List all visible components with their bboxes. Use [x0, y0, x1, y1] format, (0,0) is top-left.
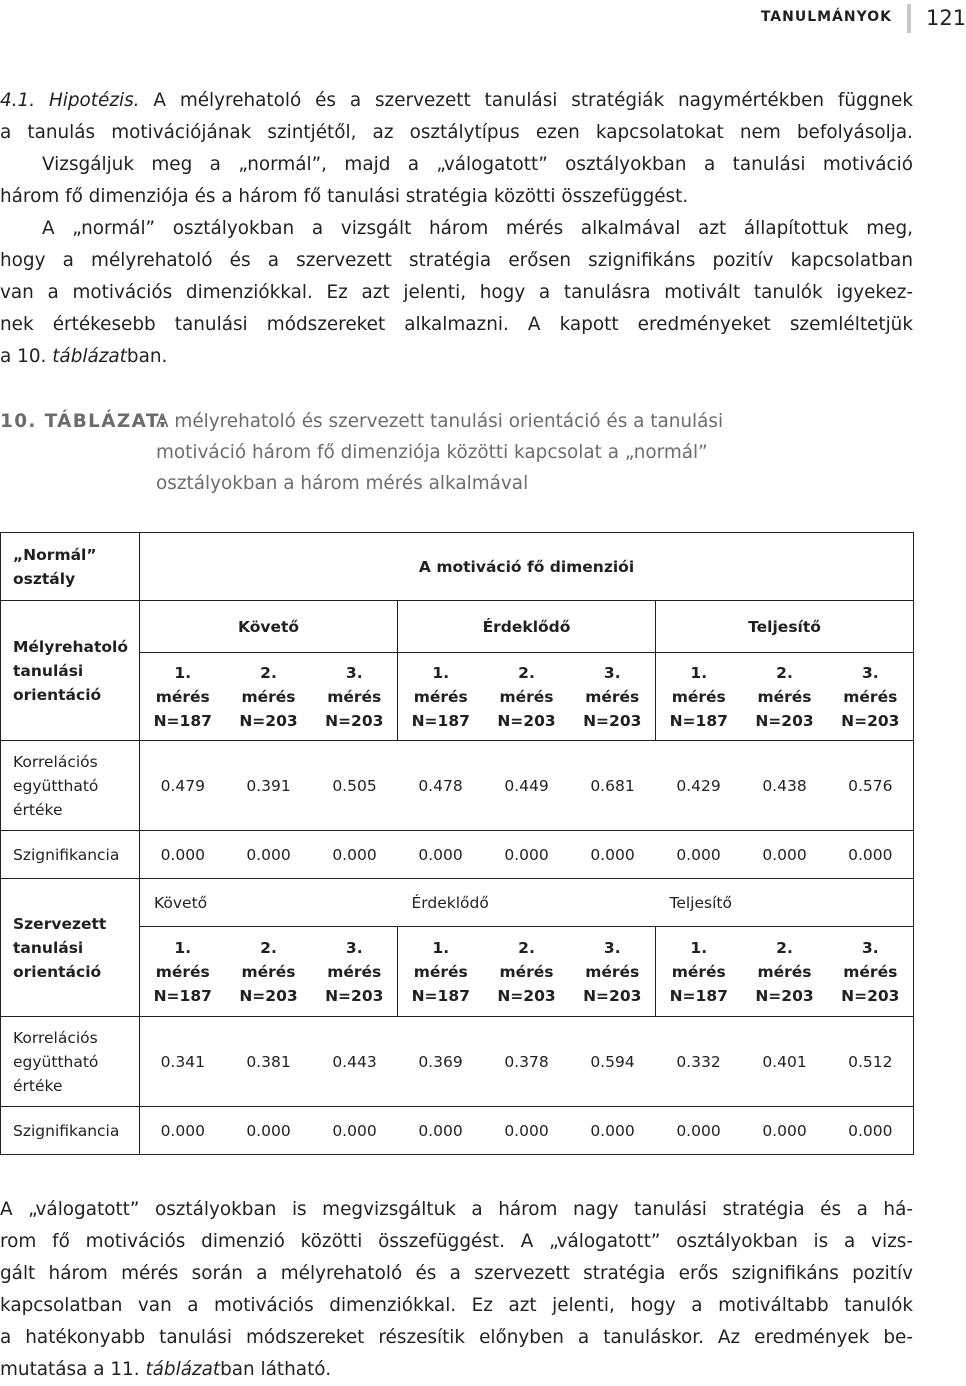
- group-teljesito: Teljesítő: [656, 879, 914, 927]
- page-number: 121: [926, 6, 966, 30]
- orientation-label: Mélyrehatoló tanulási orientáció: [1, 601, 140, 741]
- header-divider: [907, 4, 911, 33]
- correlation-value: 0.681: [570, 741, 656, 831]
- caption-line: A mélyrehatoló és szervezett tanulási orientáció és a tanulási: [156, 411, 724, 432]
- orientation-label: Szervezett tanulási orientáció: [1, 879, 140, 1017]
- correlation-value: 0.512: [828, 1017, 914, 1107]
- significance-value: 0.000: [570, 831, 656, 879]
- correlation-row: [1, 741, 914, 831]
- correlation-value: 0.505: [312, 741, 398, 831]
- measurement-cell: 1. mérés N=187: [656, 927, 742, 1017]
- measurement-cell: 2. mérés N=203: [226, 653, 312, 741]
- significance-value: 0.000: [140, 831, 226, 879]
- measurement-cell: 2. mérés N=203: [226, 927, 312, 1017]
- significance-value: 0.000: [570, 1107, 656, 1155]
- section-title: TANULMÁNYOK: [760, 9, 892, 25]
- significance-value: 0.000: [742, 831, 828, 879]
- group-kovet: Követő: [140, 879, 398, 927]
- significance-value: 0.000: [742, 1107, 828, 1155]
- text-line: A „válogatott” osztályokban is megvizsgáltuk a három nagy tanulási stratégia és a há-: [0, 1199, 913, 1220]
- correlation-value: 0.438: [742, 741, 828, 831]
- correlation-value: 0.479: [140, 741, 226, 831]
- correlation-value: 0.341: [140, 1017, 226, 1107]
- correlation-value: 0.429: [656, 741, 742, 831]
- correlation-value: 0.332: [656, 1017, 742, 1107]
- significance-row: [1, 831, 914, 879]
- caption-line: motiváció három fő dimenziója közötti kapcsolat a „normál”: [156, 442, 708, 463]
- significance-value: 0.000: [484, 1107, 570, 1155]
- text-line: gált három mérés során a mélyrehatoló és a szervezett stratégia erős szignifikáns pozitív: [0, 1263, 913, 1284]
- group-header-row: [1, 601, 914, 653]
- correlation-value: 0.381: [226, 1017, 312, 1107]
- outro-paragraph: [0, 1194, 913, 1386]
- text-line: kapcsolatban van a motivációs dimenziókkal. Ez azt jelenti, hogy a motiváltabb tanulók: [0, 1295, 913, 1316]
- measurement-cell: 2. mérés N=203: [742, 927, 828, 1017]
- running-head: [0, 0, 966, 40]
- significance-value: 0.000: [828, 831, 914, 879]
- correlation-value: 0.594: [570, 1017, 656, 1107]
- dimensions-header: A motiváció fő dimenziói: [140, 533, 914, 601]
- correlation-table: [0, 532, 914, 1155]
- significance-value: 0.000: [398, 1107, 484, 1155]
- correlation-value: 0.401: [742, 1017, 828, 1107]
- correlation-value: 0.576: [828, 741, 914, 831]
- group-header-row: [1, 879, 914, 927]
- measurement-cell: 1. mérés N=187: [656, 653, 742, 741]
- measurement-cell: 3. mérés N=203: [828, 927, 914, 1017]
- significance-value: 0.000: [484, 831, 570, 879]
- text-line: Vizsgáljuk meg a „normál”, majd a „válogatott” osztályokban a tanulási motiváció: [42, 154, 913, 175]
- group-erdeklodo: Érdeklődő: [398, 879, 656, 927]
- group-kovet: Követő: [140, 601, 398, 653]
- correlation-value: 0.378: [484, 1017, 570, 1107]
- text-line: hogy a mélyrehatoló és a szervezett stratégia erősen szignifikáns pozitív kapcsolatban: [0, 250, 913, 271]
- significance-row: [1, 1107, 914, 1155]
- significance-value: 0.000: [140, 1107, 226, 1155]
- correlation-label: Korrelációs együttható értéke: [1, 1017, 140, 1107]
- significance-value: 0.000: [226, 1107, 312, 1155]
- correlation-value: 0.369: [398, 1017, 484, 1107]
- caption-line: osztályokban a három mérés alkalmával: [156, 473, 529, 494]
- significance-value: 0.000: [656, 831, 742, 879]
- measurement-cell: 2. mérés N=203: [484, 653, 570, 741]
- text-line: három fő dimenziója és a három fő tanulási stratégia közötti összefüggést.: [0, 186, 689, 207]
- correlation-value: 0.478: [398, 741, 484, 831]
- significance-value: 0.000: [398, 831, 484, 879]
- correlation-value: 0.449: [484, 741, 570, 831]
- measurement-cell: 3. mérés N=203: [570, 927, 656, 1017]
- measurement-cell: 3. mérés N=203: [570, 653, 656, 741]
- class-label-cell: „Normál” osztály: [1, 533, 140, 601]
- text-line: a tanulás motivációjának szintjétől, az osztálytípus ezen kapcsolatokat nem befolyásolja.: [0, 122, 913, 143]
- correlation-value: 0.391: [226, 741, 312, 831]
- text-line: nek értékesebb tanulási módszereket alkalmazni. A kapott eredményeket szemléltetjük: [0, 314, 913, 335]
- measurement-cell: 1. mérés N=187: [398, 927, 484, 1017]
- text-line: rom fő motivációs dimenzió közötti összefüggést. A „válogatott” osztályokban is a vizs-: [0, 1231, 913, 1252]
- measurement-cell: 1. mérés N=187: [140, 927, 226, 1017]
- text-line: 4.1. Hipotézis. A mélyrehatoló és a szervezett tanulási stratégiák nagymértékben függnek: [0, 90, 913, 111]
- significance-label: Szignifikancia: [1, 1107, 140, 1155]
- text-line: van a motivációs dimenziókkal. Ez azt jelenti, hogy a tanulásra motivált tanulók igyekez-: [0, 282, 913, 303]
- correlation-row: [1, 1017, 914, 1107]
- measurement-cell: 3. mérés N=203: [312, 927, 398, 1017]
- measurement-cell: 1. mérés N=187: [140, 653, 226, 741]
- measurement-cell: 1. mérés N=187: [398, 653, 484, 741]
- significance-value: 0.000: [226, 831, 312, 879]
- hypothesis-label: 4.1. Hipotézis.: [0, 90, 140, 111]
- text-line: A „normál” osztályokban a vizsgált három mérés alkalmával azt állapítottuk meg,: [42, 218, 913, 239]
- significance-value: 0.000: [312, 1107, 398, 1155]
- measurement-cell: 2. mérés N=203: [484, 927, 570, 1017]
- table-header-row: [1, 533, 914, 601]
- text-line: mutatása a 11. táblázatban látható.: [0, 1359, 332, 1380]
- group-erdeklodo: Érdeklődő: [398, 601, 656, 653]
- caption-label: 10. TÁBLÁZAT:: [0, 411, 168, 432]
- significance-value: 0.000: [656, 1107, 742, 1155]
- correlation-value: 0.443: [312, 1017, 398, 1107]
- measurement-cell: 3. mérés N=203: [312, 653, 398, 741]
- correlation-label: Korrelációs együttható értéke: [1, 741, 140, 831]
- significance-value: 0.000: [312, 831, 398, 879]
- text-line: a hatékonyabb tanulási módszereket részesítik előnyben a tanuláskor. Az eredmények be-: [0, 1327, 913, 1348]
- significance-value: 0.000: [828, 1107, 914, 1155]
- text-line: a 10. táblázatban.: [0, 346, 168, 367]
- significance-label: Szignifikancia: [1, 831, 140, 879]
- measurement-cell: 3. mérés N=203: [828, 653, 914, 741]
- measurement-cell: 2. mérés N=203: [742, 653, 828, 741]
- intro-paragraph: [0, 85, 913, 373]
- group-teljesito: Teljesítő: [656, 601, 914, 653]
